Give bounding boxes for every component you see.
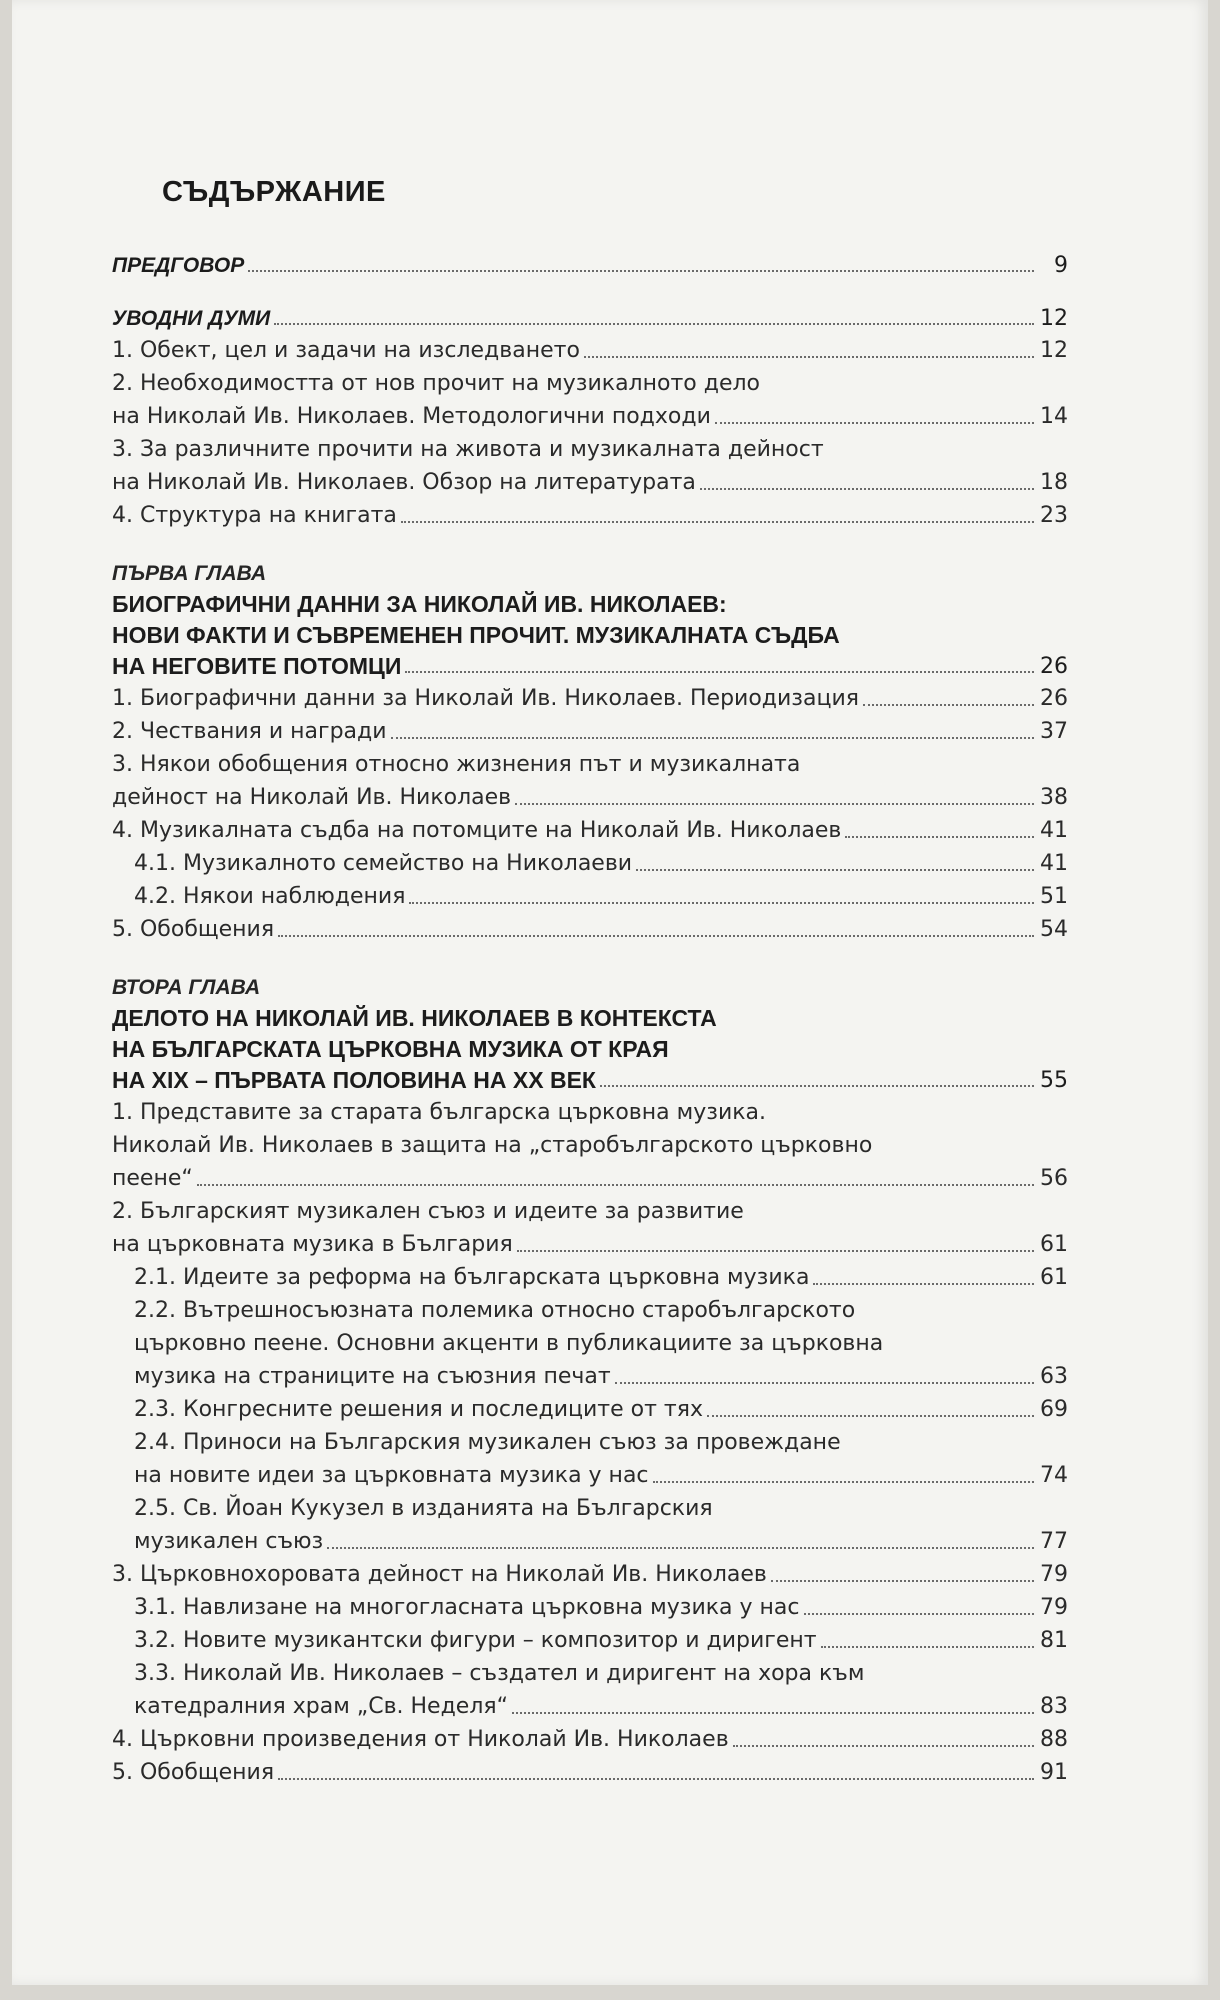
table-of-contents xyxy=(112,250,1068,1789)
toc-entry[interactable] xyxy=(112,880,1068,913)
toc-entry[interactable] xyxy=(112,651,1068,682)
toc-entry[interactable] xyxy=(112,814,1068,847)
toc-entry[interactable] xyxy=(112,1261,1068,1294)
toc-entry-label: 2. Необходимостта от нов прочит на музикалното дело xyxy=(112,371,761,396)
toc-entry[interactable] xyxy=(112,1360,1068,1393)
toc-entry[interactable] xyxy=(112,499,1068,532)
toc-entry[interactable] xyxy=(112,1591,1068,1624)
toc-entry-label: 2.2. Вътрешносъюзната полемика относно старобългарското xyxy=(134,1298,856,1323)
toc-entry-label: 1. Биографични данни за Николай Ив. Николаев. Периодизация xyxy=(112,686,859,711)
dot-leader xyxy=(584,356,1034,358)
book-page xyxy=(12,0,1208,1985)
dot-leader xyxy=(278,1778,1034,1780)
toc-entry-label: дейност на Николай Ив. Николаев xyxy=(112,785,512,810)
toc-entry-label: на Николай Ив. Николаев. Методологични подходи xyxy=(112,404,711,429)
toc-entry[interactable] xyxy=(112,367,1068,400)
toc-page-number: 69 xyxy=(1040,1397,1068,1422)
toc-entry-label: 5. Обобщения xyxy=(112,1760,275,1785)
toc-entry[interactable] xyxy=(112,1690,1068,1723)
toc-entry-label: НОВИ ФАКТИ И СЪВРЕМЕНЕН ПРОЧИТ. МУЗИКАЛНАТА СЪДБА xyxy=(112,622,840,648)
toc-page-number: 61 xyxy=(1040,1232,1068,1257)
toc-entry-label: 3.1. Навлизане на многогласната църковна музика у нас xyxy=(134,1595,800,1620)
toc-page-number: 88 xyxy=(1040,1727,1068,1752)
toc-entry-label: на новите идеи за църковната музика у нас xyxy=(134,1463,649,1488)
toc-entry[interactable] xyxy=(112,1228,1068,1261)
toc-page-number: 14 xyxy=(1040,404,1068,429)
toc-entry[interactable] xyxy=(112,1065,1068,1096)
toc-page-number: 23 xyxy=(1040,503,1068,528)
toc-entry-label: 4. Структура на книгата xyxy=(112,503,397,528)
toc-page-number: 12 xyxy=(1040,306,1068,331)
toc-page-number: 18 xyxy=(1040,470,1068,495)
toc-entry[interactable] xyxy=(112,250,1068,281)
toc-entry-label: 5. Обобщения xyxy=(112,917,275,942)
toc-page-number: 41 xyxy=(1040,818,1068,843)
toc-entry-label: 2. Чествания и награди xyxy=(112,719,387,744)
toc-entry-label: НА НЕГОВИТЕ ПОТОМЦИ xyxy=(112,653,402,679)
dot-leader xyxy=(401,521,1034,523)
toc-entry[interactable] xyxy=(112,1558,1068,1591)
toc-entry[interactable] xyxy=(112,466,1068,499)
toc-entry-label: 3. За различните прочити на живота и музикалната дейност xyxy=(112,437,824,462)
toc-entry[interactable] xyxy=(112,1426,1068,1459)
dot-leader xyxy=(700,488,1034,490)
toc-entry-label: 4. Музикалната съдба на потомците на Николай Ив. Николаев xyxy=(112,818,842,843)
toc-page-number: 79 xyxy=(1040,1562,1068,1587)
toc-entry[interactable] xyxy=(112,1525,1068,1558)
dot-leader xyxy=(278,935,1034,937)
dot-leader xyxy=(653,1481,1034,1483)
toc-page-number: 38 xyxy=(1040,785,1068,810)
dot-leader xyxy=(197,1184,1034,1186)
toc-entry-label: на Николай Ив. Николаев. Обзор на литературата xyxy=(112,470,696,495)
toc-entry[interactable] xyxy=(112,400,1068,433)
toc-entry[interactable] xyxy=(112,1756,1068,1789)
toc-entry-label: на църковната музика в България xyxy=(112,1232,513,1257)
dot-leader xyxy=(821,1646,1034,1648)
chapter-label: ПЪРВА ГЛАВА xyxy=(112,562,267,585)
toc-entry-label: 1. Обект, цел и задачи на изследването xyxy=(112,338,580,363)
toc-entry[interactable] xyxy=(112,1294,1068,1327)
toc-section xyxy=(112,250,1068,281)
toc-entry[interactable] xyxy=(112,1393,1068,1426)
toc-entry[interactable] xyxy=(112,748,1068,781)
toc-entry-label: БИОГРАФИЧНИ ДАННИ ЗА НИКОЛАЙ ИВ. НИКОЛАЕВ: xyxy=(112,591,727,617)
toc-entry-label: 3.3. Николай Ив. Николаев – създател и диригент на хора към xyxy=(134,1661,865,1686)
page-title: СЪДЪРЖАНИЕ xyxy=(162,176,386,208)
dot-leader xyxy=(248,270,1034,272)
toc-entry[interactable] xyxy=(112,1327,1068,1360)
toc-page-number: 54 xyxy=(1040,917,1068,942)
toc-entry-label: НА XIX – ПЪРВАТА ПОЛОВИНА НА XX ВЕК xyxy=(112,1067,596,1093)
dot-leader xyxy=(405,671,1034,673)
toc-entry-label: УВОДНИ ДУМИ xyxy=(112,307,271,330)
toc-entry-label: НА БЪЛГАРСКАТА ЦЪРКОВНА МУЗИКА ОТ КРАЯ xyxy=(112,1036,669,1062)
toc-entry-label: катедралния храм „Св. Неделя“ xyxy=(134,1694,509,1719)
toc-entry-label: ДЕЛОТО НА НИКОЛАЙ ИВ. НИКОЛАЕВ В КОНТЕКСТА xyxy=(112,1005,717,1031)
toc-entry[interactable] xyxy=(112,682,1068,715)
toc-entry-label: 2.3. Конгресните решения и последиците от тях xyxy=(134,1397,703,1422)
toc-entry[interactable] xyxy=(112,1723,1068,1756)
chapter-label: ВТОРА ГЛАВА xyxy=(112,976,261,999)
toc-page-number: 26 xyxy=(1040,686,1068,711)
toc-entry[interactable] xyxy=(112,303,1068,334)
dot-leader xyxy=(615,1382,1034,1384)
toc-page-number: 83 xyxy=(1040,1694,1068,1719)
toc-entry-label: 4. Църковни произведения от Николай Ив. Николаев xyxy=(112,1727,729,1752)
toc-entry[interactable] xyxy=(112,913,1068,946)
toc-page-number: 61 xyxy=(1040,1265,1068,1290)
dot-leader xyxy=(515,803,1034,805)
dot-leader xyxy=(845,836,1034,838)
dot-leader xyxy=(804,1613,1035,1615)
toc-entry-label: ПРЕДГОВОР xyxy=(112,254,245,277)
toc-page-number: 12 xyxy=(1040,338,1068,363)
toc-page-number: 63 xyxy=(1040,1364,1068,1389)
toc-entry-label: пеене“ xyxy=(112,1166,193,1191)
toc-entry-label: музика на страниците на съюзния печат xyxy=(134,1364,611,1389)
toc-entry[interactable] xyxy=(112,781,1068,814)
toc-entry-label: 3. Някои обобщения относно жизнения път и музикалната xyxy=(112,752,801,777)
dot-leader xyxy=(409,902,1034,904)
dot-leader xyxy=(327,1547,1034,1549)
dot-leader xyxy=(733,1745,1034,1747)
toc-entry-label: 3. Църковнохоровата дейност на Николай Ив. Николаев xyxy=(112,1562,767,1587)
toc-entry-label: църковно пеене. Основни акценти в публикациите за църковна xyxy=(134,1331,884,1356)
toc-entry-label: музикален съюз xyxy=(134,1529,324,1554)
dot-leader xyxy=(715,422,1034,424)
toc-entry-label: 2.5. Св. Йоан Кукузел в изданията на Българския xyxy=(134,1496,713,1521)
toc-section xyxy=(112,303,1068,532)
dot-leader xyxy=(274,323,1034,325)
toc-page-number: 74 xyxy=(1040,1463,1068,1488)
toc-section xyxy=(112,558,1068,946)
dot-leader xyxy=(771,1580,1034,1582)
dot-leader xyxy=(600,1085,1034,1087)
toc-page-number: 79 xyxy=(1040,1595,1068,1620)
toc-section xyxy=(112,972,1068,1789)
dot-leader xyxy=(636,869,1034,871)
toc-page-number: 81 xyxy=(1040,1628,1068,1653)
toc-entry-label: 2. Българският музикален съюз и идеите за развитие xyxy=(112,1199,744,1224)
toc-entry-label: 1. Представите за старата българска църковна музика. xyxy=(112,1100,767,1125)
toc-page-number: 77 xyxy=(1040,1529,1068,1554)
toc-entry[interactable] xyxy=(112,1034,1068,1065)
toc-entry-label: 4.2. Някои наблюдения xyxy=(134,884,406,909)
toc-entry[interactable] xyxy=(112,715,1068,748)
toc-entry[interactable] xyxy=(112,589,1068,620)
toc-entry[interactable] xyxy=(112,1459,1068,1492)
toc-entry[interactable] xyxy=(112,1003,1068,1034)
toc-entry[interactable] xyxy=(112,1624,1068,1657)
toc-page-number: 41 xyxy=(1040,851,1068,876)
toc-entry-label: 3.2. Новите музикантски фигури – композитор и диригент xyxy=(134,1628,817,1653)
dot-leader xyxy=(707,1415,1034,1417)
dot-leader xyxy=(863,704,1034,706)
toc-page-number: 56 xyxy=(1040,1166,1068,1191)
toc-entry[interactable] xyxy=(112,1096,1068,1129)
toc-entry-label: 4.1. Музикалното семейство на Николаеви xyxy=(134,851,633,876)
toc-page-number: 91 xyxy=(1040,1760,1068,1785)
toc-page-number: 55 xyxy=(1040,1068,1068,1093)
toc-entry-label: 2.4. Приноси на Българския музикален съюз за провеждане xyxy=(134,1430,841,1455)
dot-leader xyxy=(813,1283,1034,1285)
dot-leader xyxy=(512,1712,1034,1714)
toc-entry[interactable] xyxy=(112,334,1068,367)
dot-leader xyxy=(391,737,1034,739)
toc-entry[interactable] xyxy=(112,620,1068,651)
toc-entry-label: 2.1. Идеите за реформа на българската църковна музика xyxy=(134,1265,810,1290)
toc-entry[interactable] xyxy=(112,1129,1068,1162)
toc-entry[interactable] xyxy=(112,1195,1068,1228)
toc-page-number: 37 xyxy=(1040,719,1068,744)
dot-leader xyxy=(517,1250,1034,1252)
toc-page-number: 26 xyxy=(1040,654,1068,679)
toc-entry[interactable] xyxy=(112,847,1068,880)
toc-page-number: 9 xyxy=(1054,253,1068,278)
toc-page-number: 51 xyxy=(1040,884,1068,909)
toc-entry[interactable] xyxy=(112,1162,1068,1195)
toc-entry[interactable] xyxy=(112,1657,1068,1690)
toc-entry-label: Николай Ив. Николаев в защита на „старобългарското църковно xyxy=(112,1133,873,1158)
toc-entry[interactable] xyxy=(112,1492,1068,1525)
toc-entry[interactable] xyxy=(112,433,1068,466)
